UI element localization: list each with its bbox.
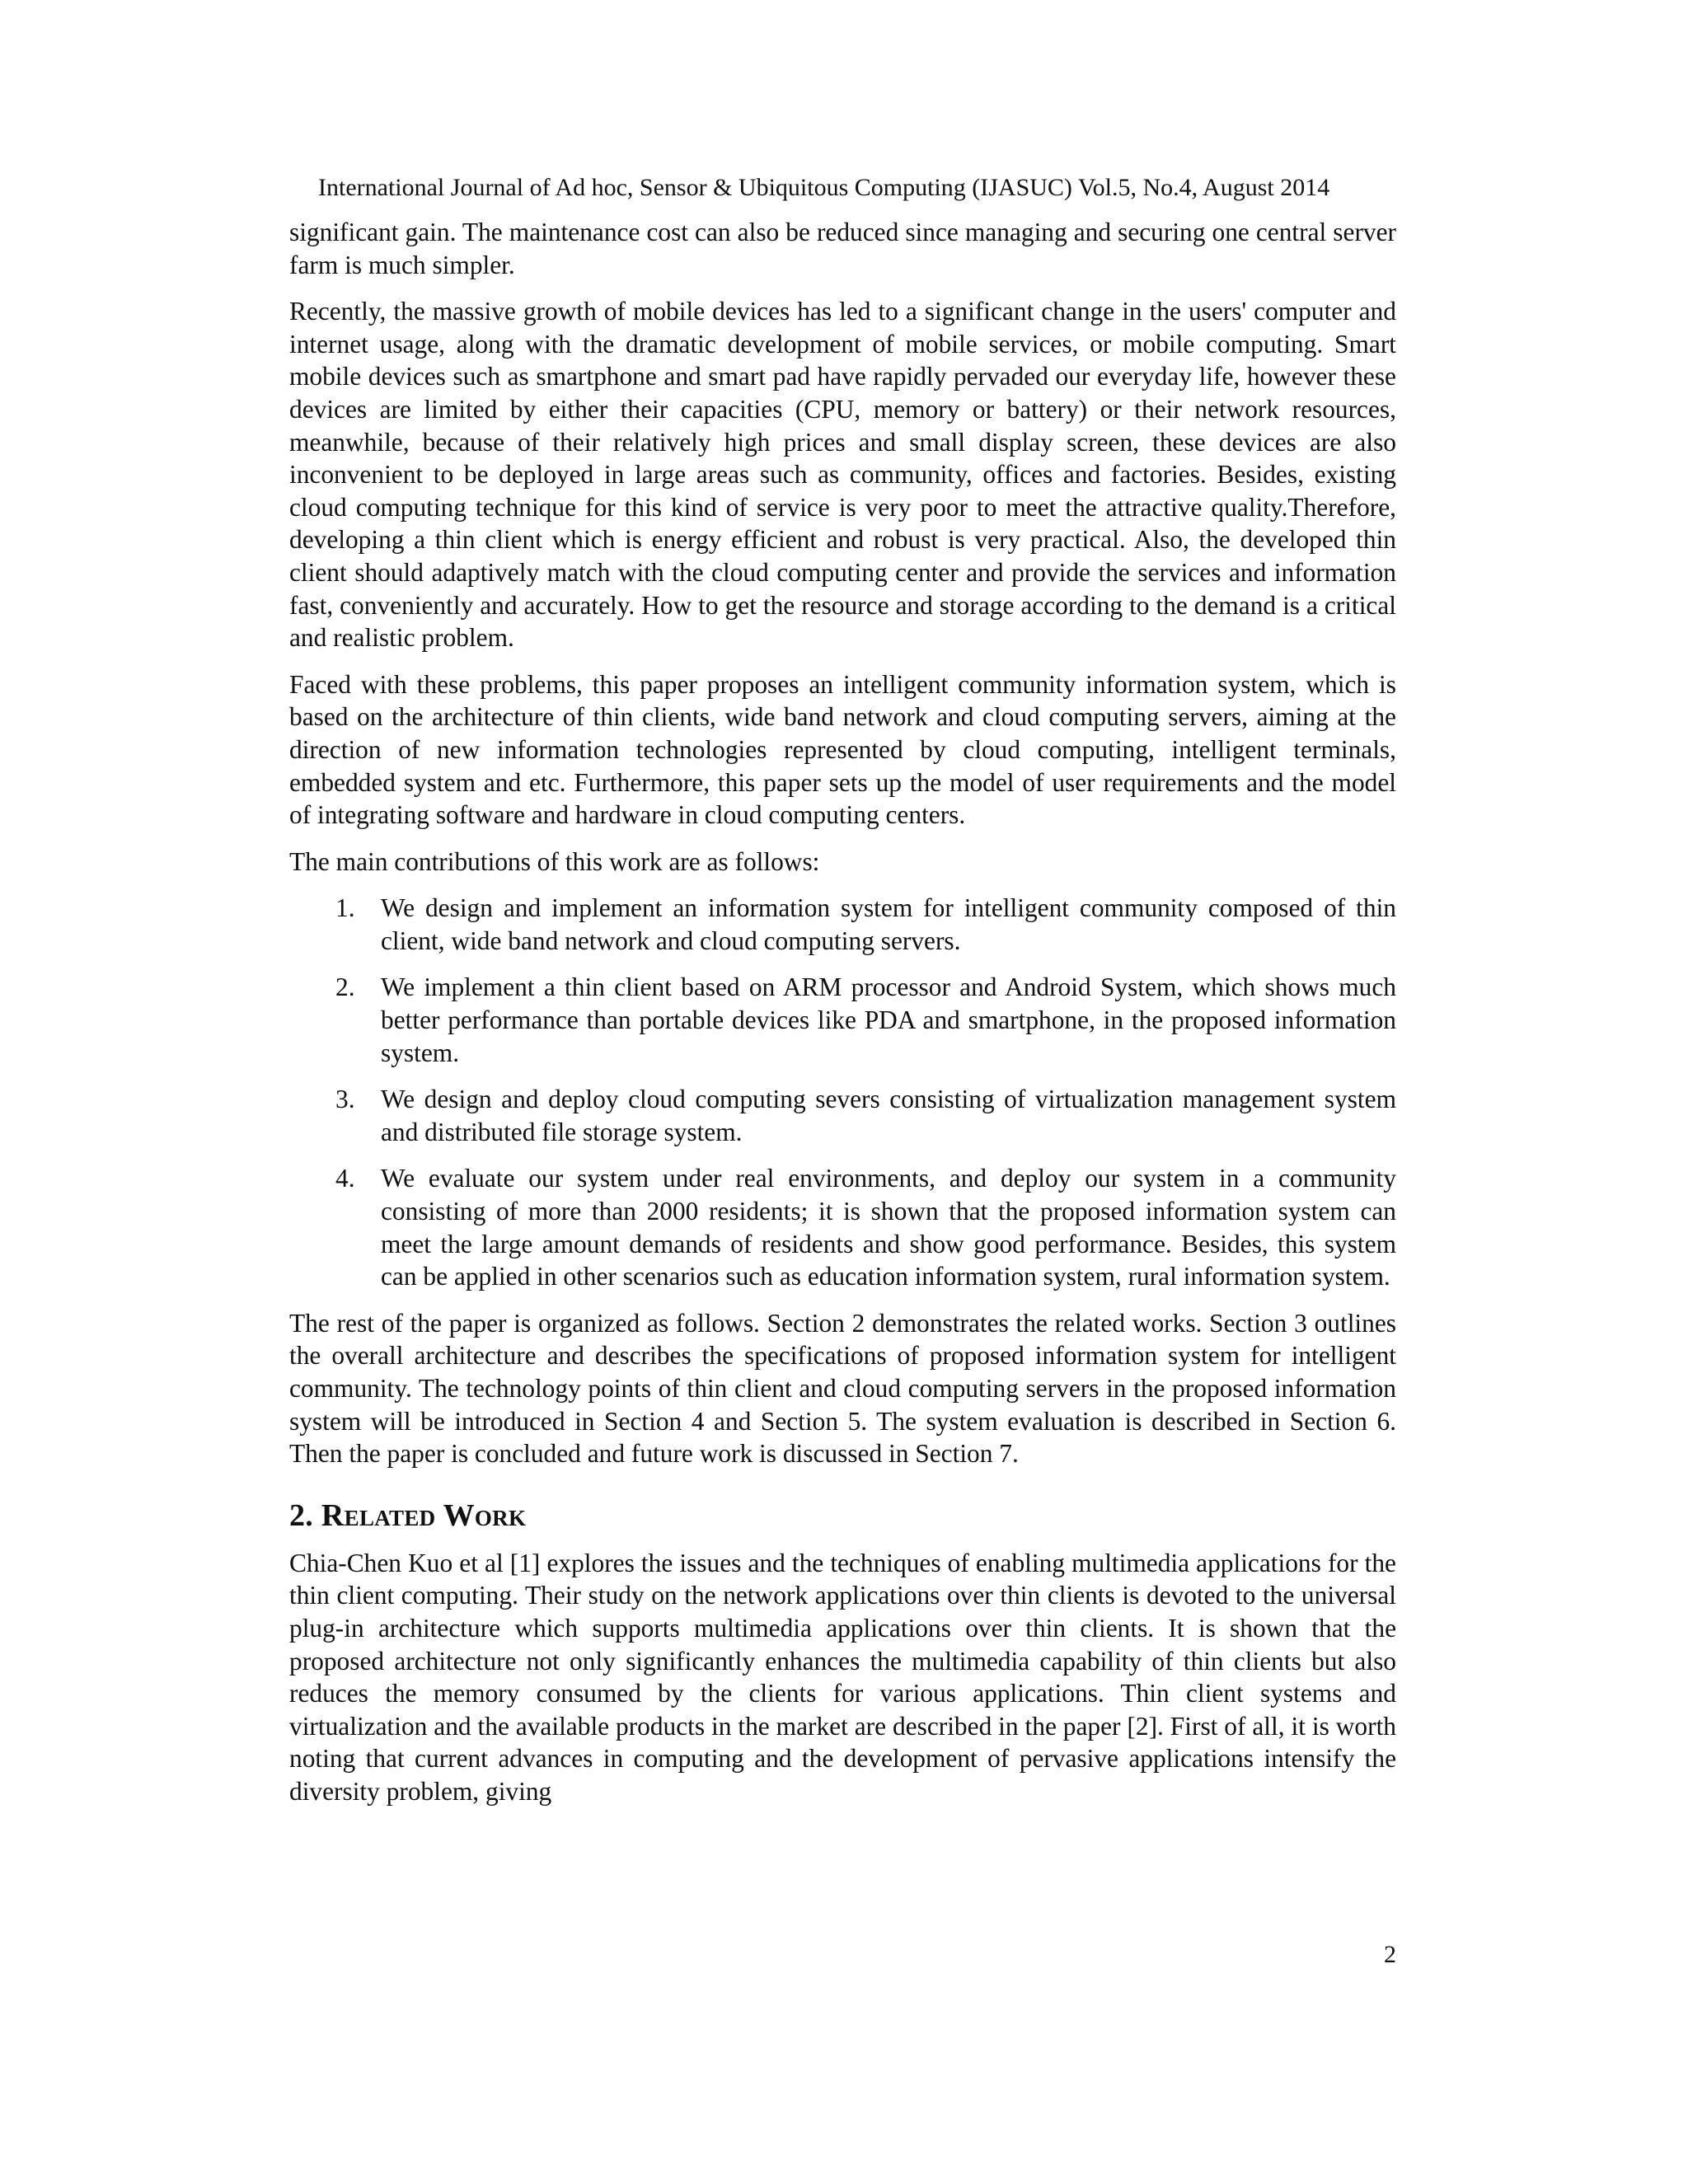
list-item (289, 892, 1396, 957)
list-item-text: We design and deploy cloud computing severs consisting of virtualization management system and distributed file storage system. (381, 1085, 1396, 1146)
paragraph-contributions-intro: The main contributions of this work are as follows: (289, 846, 820, 876)
paragraph-mobile-growth: Recently, the massive growth of mobile devices has led to a significant change in the users' computer and internet usage, along with the dramatic development of mobile services, or mobile computing. Smart mobile devices such as smartphone and smart pad have rapidly pervaded our everyday life, however these devices are limited by either their capacities (CPU, memory or battery) or their network resources, meanwhile, because of their relatively high prices and small display screen, these devices are also inconvenient to be deployed in large areas such as community, offices and factories. Besides, existing cloud computing technique for this kind of service is very poor to meet the attractive quality.Therefore, developing a thin client which is energy efficient and robust is very practical. Also, the developed thin client should adaptively match with the cloud computing center and provide the services and information fast, conveniently and accurately. How to get the resource and storage according to the demand is a critical and realistic problem. (289, 297, 1396, 653)
list-item-number: 2. (335, 972, 355, 1002)
contributions-list (289, 892, 1396, 1293)
list-item-text: We design and implement an information system for intelligent community composed of thin client, wide band network and cloud computing servers. (381, 893, 1396, 955)
section-heading: 2. Related Work (289, 1497, 527, 1533)
paragraph-proposal: Faced with these problems, this paper proposes an intelligent community information system, which is based on the architecture of thin clients, wide band network and cloud computing servers, aiming at the direction of new information technologies represented by cloud computing, intelligent terminals, embedded system and etc. Furthermore, this paper sets up the model of user requirements and the model of integrating software and hardware in cloud computing centers. (289, 669, 1396, 830)
list-item-text: We evaluate our system under real environments, and deploy our system in a community consisting of more than 2000 residents; it is shown that the proposed information system can meet the large amount demands of residents and show good performance. Besides, this system can be applied in other scenarios such as education information system, rural information system. (381, 1164, 1396, 1291)
running-header: International Journal of Ad hoc, Sensor & Ubiquitous Computing (IJASUC) Vol.5, No.4, August 2014 (318, 174, 1330, 201)
paragraph-organization: The rest of the paper is organized as follows. Section 2 demonstrates the related works. Section 3 outlines the overall architecture and describes the specifications of proposed information system for intelligent community. The technology points of thin client and cloud computing servers in the proposed information system will be introduced in Section 4 and Section 5. The system evaluation is described in Section 6. Then the paper is concluded and future work is discussed in Section 7. (289, 1308, 1396, 1469)
list-item-number: 3. (335, 1085, 355, 1114)
list-item (289, 971, 1396, 1069)
paragraph-related-work: Chia-Chen Kuo et al [1] explores the issues and the techniques of enabling multimedia applications for the thin client computing. Their study on the network applications over thin clients is devoted to the universal plug-in architecture which supports multimedia applications over thin clients. It is shown that the proposed architecture not only significantly enhances the multimedia capability of thin clients but also reduces the memory consumed by the clients for various applications. Thin client systems and virtualization and the available products in the market are described in the paper [2]. First of all, it is worth noting that current advances in computing and the development of pervasive applications intensify the diversity problem, giving (289, 1548, 1396, 1806)
list-item (289, 1083, 1396, 1148)
list-item-text: We implement a thin client based on ARM processor and Android System, which shows much better performance than portable devices like PDA and smartphone, in the proposed information system. (381, 972, 1396, 1067)
paper-body (289, 216, 1396, 1822)
list-item-number: 1. (335, 893, 355, 923)
page-number: 2 (1384, 1941, 1396, 1968)
list-item-number: 4. (335, 1164, 355, 1193)
list-item (289, 1162, 1396, 1292)
paragraph-cost: significant gain. The maintenance cost can also be reduced since managing and securing one central server farm is much simpler. (289, 218, 1396, 279)
